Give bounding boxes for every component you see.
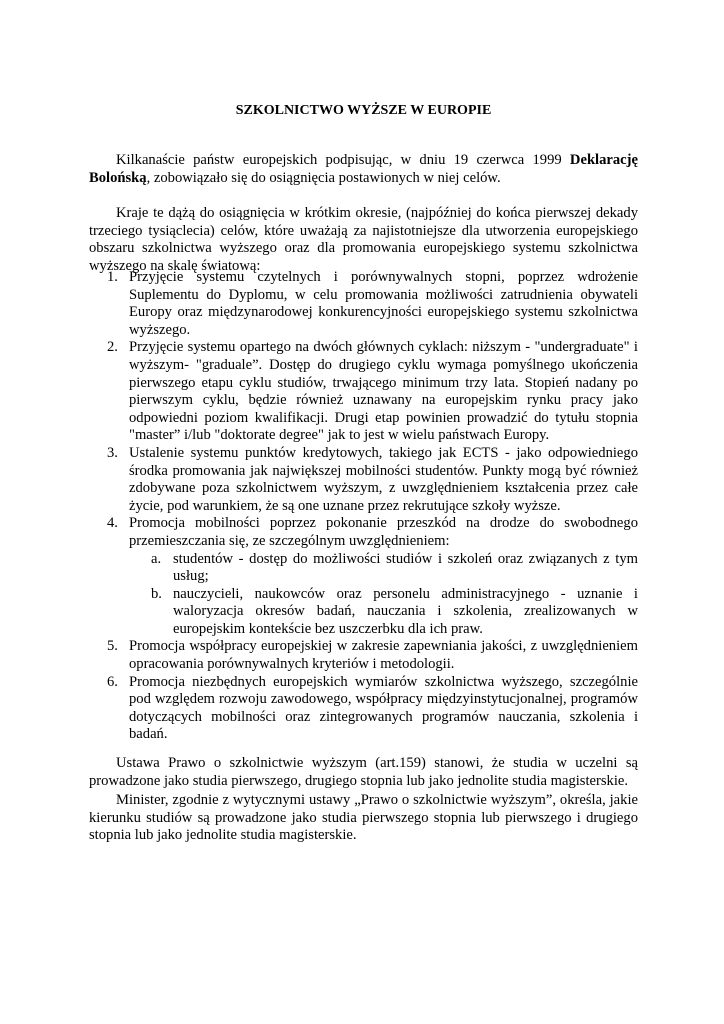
goal-number: 6. <box>107 673 118 690</box>
document-title: SZKOLNICTWO WYŻSZE W EUROPIE <box>235 103 492 118</box>
sub-item-text: nauczycieli, naukowców oraz personelu administracyjnego - uznanie i waloryzacja okresów badań, nauczania i szkolenia, zrealizowanych w europejskim kontekście bez uszczerbku dla ich praw. <box>173 585 638 637</box>
goals-list <box>89 269 638 744</box>
goal-text: Ustalenie systemu punktów kredytowych, takiego jak ECTS - jako odpowiedniego środka promowania jak największej mobilności studentów. Punkty mogą być również zdobywane poza szkolnictwem wyższym, z uwzględnieniem kształcenia przez całe życie, pod warunkiem, że są one uznane przez rekrutujące szkoły wyższe. <box>129 444 638 514</box>
minister-paragraph: Minister, zgodnie z wytycznymi ustawy „Prawo o szkolnictwie wyższym”, określa, jakie kierunku studiów są prowadzone jako studia pierwszego stopnia lub pierwszego i drugiego stopnia lub jako jednolite studia magisterskie. <box>89 792 638 844</box>
sub-item-text: studentów - dostęp do możliwości studiów i szkoleń oraz związanych z tym usług; <box>173 550 638 585</box>
goal-text: Promocja mobilności poprzez pokonanie przeszkód na drodze do swobodnego przemieszczania się, ze szczególnym uwzględnieniem: <box>129 515 638 549</box>
goal-item <box>89 638 638 673</box>
goal-text: Promocja współpracy europejskiej w zakresie zapewniania jakości, z uwzględnieniem opracowania porównywalnych kryteriów i metodologii. <box>129 638 638 673</box>
bologna-declaration-name: Deklarację Bolońską <box>89 152 638 186</box>
goal-item <box>89 674 638 744</box>
goal-text: Przyjęcie systemu czytelnych i porównywalnych stopni, poprzez wdrożenie Suplementu do Dyplomu, w celu promowania możliwości zatrudnienia obywateli Europy oraz międzynarodowej konkurencyjności europejskiego systemu szkolnictwa wyższego. <box>129 269 638 338</box>
goals-intro-paragraph: Kraje te dążą do osiągnięcia w krótkim okresie, (najpóźniej do końca pierwszej dekady trzeciego tysiąclecia) celów, które uważają za najistotniejsze dla utworzenia europejskiego obszaru szkolnictwa wyższego oraz dla promowania europejskiego systemu szkolnictwa wyższego na skalę światową: <box>89 205 638 274</box>
goal-number: 1. <box>107 269 118 285</box>
intro-paragraph <box>89 152 638 187</box>
sub-item-letter: a. <box>151 550 162 567</box>
goal-number: 5. <box>107 638 118 655</box>
goal-number: 2. <box>107 339 118 356</box>
law-paragraph: Ustawa Prawo o szkolnictwie wyższym (art.159) stanowi, że studia w uczelni są prowadzone jako studia pierwszego, drugiego stopnia lub jako jednolite studia magisterskie. <box>89 755 638 789</box>
goal-item <box>89 515 638 638</box>
goal-4-sublist <box>129 551 638 639</box>
goal-text: Promocja niezbędnych europejskich wymiarów szkolnictwa wyższego, szczególnie pod względem rozwoju zawodowego, współpracy międzyinstytucjonalnej, programów dotyczących mobilności oraz zintegrowanych programów nauczania, szkolenia i badań. <box>129 673 638 743</box>
goal-number: 3. <box>107 444 118 461</box>
sub-item-letter: b. <box>151 585 162 602</box>
goal-item <box>89 269 638 339</box>
goal-item <box>89 445 638 515</box>
sub-item <box>129 551 638 586</box>
goal-number: 4. <box>107 515 118 532</box>
sub-item <box>129 586 638 639</box>
goal-item <box>89 339 638 445</box>
intro-text-before: Kilkanaście państw europejskich podpisując, w dniu 19 czerwca 1999 <box>116 152 570 168</box>
goal-text: Przyjęcie systemu opartego na dwóch głównych cyklach: niższym - "undergraduate" i wyższym- "graduale”. Dostęp do drugiego cyklu wymaga pomyślnego ukończenia pierwszego etapu cyklu studiów, trwającego minimum trzy lata. Stopień nadany po pierwszym cyklu, będzie również uznawany na europejskim rynku pracy jako odpowiedni poziom kwalifikacji. Drugi etap powinien prowadzić do tytułu stopnia "master” i/lub "doktorate degree" jak to jest w wielu państwach Europy. <box>129 339 638 444</box>
intro-text-after: , zobowiązało się do osiągnięcia postawionych w niej celów. <box>146 169 501 186</box>
